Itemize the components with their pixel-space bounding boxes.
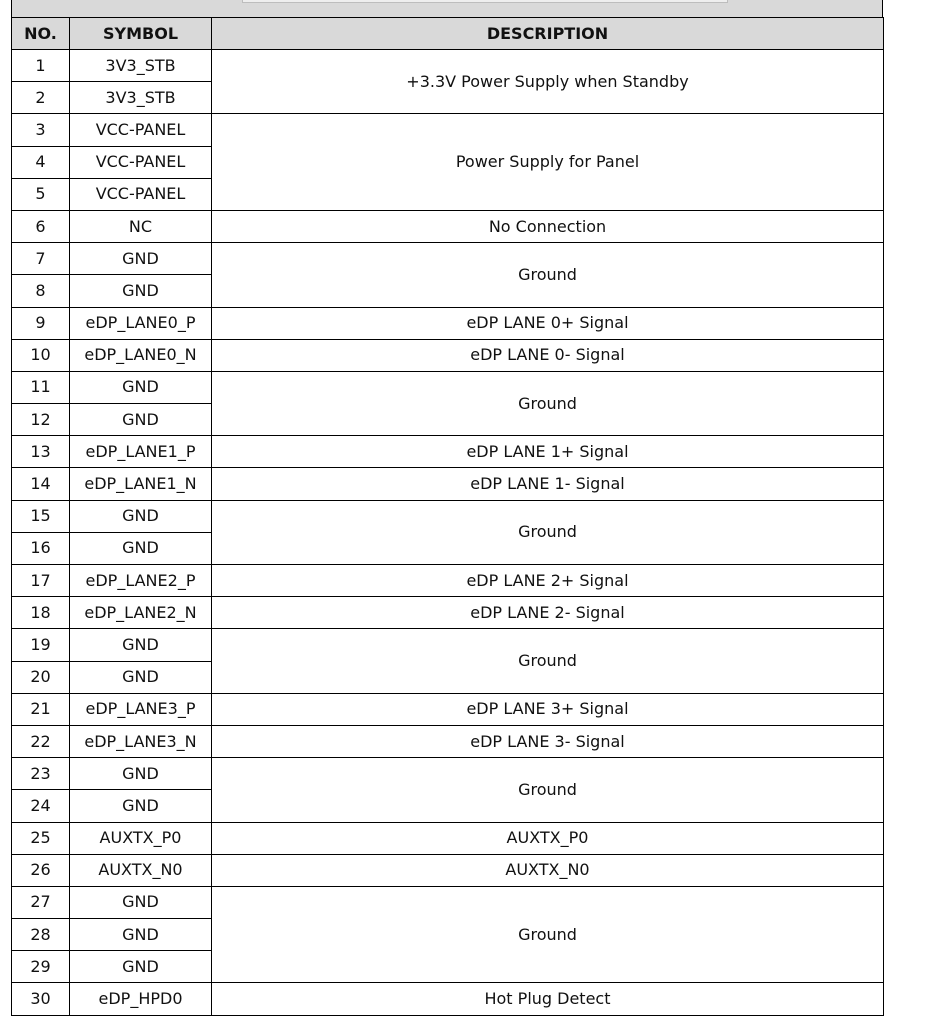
table-row xyxy=(12,886,884,918)
pin-symbol-cell: eDP_LANE0_P xyxy=(70,307,212,339)
pin-number-cell: 27 xyxy=(12,886,70,918)
pin-number-cell: 13 xyxy=(12,436,70,468)
pin-number-cell: 2 xyxy=(12,82,70,114)
pin-number-cell: 30 xyxy=(12,983,70,1015)
table-row xyxy=(12,243,884,275)
previous-table-fragment xyxy=(11,0,883,17)
table-row xyxy=(12,822,884,854)
pin-symbol-cell: GND xyxy=(70,275,212,307)
table-row xyxy=(12,629,884,661)
pin-description-cell: AUXTX_P0 xyxy=(212,822,884,854)
pin-symbol-cell: GND xyxy=(70,243,212,275)
pin-number-cell: 26 xyxy=(12,854,70,886)
previous-table-cell xyxy=(242,0,728,3)
pin-number-cell: 3 xyxy=(12,114,70,146)
pin-number-cell: 4 xyxy=(12,146,70,178)
pin-description-cell: AUXTX_N0 xyxy=(212,854,884,886)
table-row xyxy=(12,210,884,242)
table-row xyxy=(12,339,884,371)
table-row xyxy=(12,565,884,597)
pin-number-cell: 7 xyxy=(12,243,70,275)
table-row xyxy=(12,500,884,532)
table-row xyxy=(12,758,884,790)
pin-number-cell: 16 xyxy=(12,532,70,564)
pin-description-cell: eDP LANE 0- Signal xyxy=(212,339,884,371)
table-row xyxy=(12,436,884,468)
table-row xyxy=(12,114,884,146)
pin-number-cell: 11 xyxy=(12,371,70,403)
pin-symbol-cell: VCC-PANEL xyxy=(70,146,212,178)
pin-number-cell: 21 xyxy=(12,693,70,725)
pin-number-cell: 29 xyxy=(12,951,70,983)
pin-symbol-cell: eDP_LANE3_N xyxy=(70,725,212,757)
pin-symbol-cell: VCC-PANEL xyxy=(70,178,212,210)
pin-description-cell: eDP LANE 0+ Signal xyxy=(212,307,884,339)
pin-number-cell: 20 xyxy=(12,661,70,693)
pin-description-cell: No Connection xyxy=(212,210,884,242)
table-row xyxy=(12,725,884,757)
pin-symbol-cell: GND xyxy=(70,532,212,564)
pin-symbol-cell: eDP_HPD0 xyxy=(70,983,212,1015)
pin-description-cell: Ground xyxy=(212,500,884,564)
pin-symbol-cell: eDP_LANE1_P xyxy=(70,436,212,468)
table-header-row xyxy=(12,18,884,50)
pin-number-cell: 17 xyxy=(12,565,70,597)
pin-description-cell: Hot Plug Detect xyxy=(212,983,884,1015)
pin-description-cell: Ground xyxy=(212,629,884,693)
pin-number-cell: 24 xyxy=(12,790,70,822)
pin-description-cell: eDP LANE 3+ Signal xyxy=(212,693,884,725)
pin-number-cell: 23 xyxy=(12,758,70,790)
pin-description-cell: Ground xyxy=(212,886,884,983)
pin-symbol-cell: GND xyxy=(70,886,212,918)
pin-definition-table xyxy=(11,17,884,1016)
pin-description-cell: +3.3V Power Supply when Standby xyxy=(212,50,884,114)
table-row xyxy=(12,597,884,629)
pin-description-cell: Power Supply for Panel xyxy=(212,114,884,211)
pin-symbol-cell: GND xyxy=(70,661,212,693)
pin-description-cell: eDP LANE 1- Signal xyxy=(212,468,884,500)
header-description: DESCRIPTION xyxy=(212,18,884,50)
header-no: NO. xyxy=(12,18,70,50)
table-row xyxy=(12,50,884,82)
pin-description-cell: eDP LANE 1+ Signal xyxy=(212,436,884,468)
pin-number-cell: 28 xyxy=(12,919,70,951)
pin-number-cell: 12 xyxy=(12,404,70,436)
pin-symbol-cell: GND xyxy=(70,758,212,790)
pin-symbol-cell: GND xyxy=(70,790,212,822)
pin-symbol-cell: NC xyxy=(70,210,212,242)
pin-symbol-cell: GND xyxy=(70,951,212,983)
pin-description-cell: eDP LANE 2- Signal xyxy=(212,597,884,629)
table-row xyxy=(12,468,884,500)
pin-description-cell: eDP LANE 2+ Signal xyxy=(212,565,884,597)
table-row xyxy=(12,371,884,403)
table-body xyxy=(12,50,884,1016)
pin-symbol-cell: eDP_LANE2_P xyxy=(70,565,212,597)
pin-number-cell: 8 xyxy=(12,275,70,307)
pin-description-cell: Ground xyxy=(212,371,884,435)
pin-description-cell: eDP LANE 3- Signal xyxy=(212,725,884,757)
pin-number-cell: 5 xyxy=(12,178,70,210)
pin-symbol-cell: eDP_LANE3_P xyxy=(70,693,212,725)
pin-number-cell: 10 xyxy=(12,339,70,371)
pin-symbol-cell: GND xyxy=(70,629,212,661)
header-symbol: SYMBOL xyxy=(70,18,212,50)
pin-number-cell: 6 xyxy=(12,210,70,242)
pin-symbol-cell: AUXTX_P0 xyxy=(70,822,212,854)
pin-symbol-cell: GND xyxy=(70,500,212,532)
pin-number-cell: 25 xyxy=(12,822,70,854)
pin-symbol-cell: GND xyxy=(70,404,212,436)
pin-number-cell: 14 xyxy=(12,468,70,500)
pin-description-cell: Ground xyxy=(212,243,884,307)
pin-symbol-cell: AUXTX_N0 xyxy=(70,854,212,886)
pin-description-cell: Ground xyxy=(212,758,884,822)
table-row xyxy=(12,307,884,339)
pin-symbol-cell: eDP_LANE1_N xyxy=(70,468,212,500)
pin-symbol-cell: eDP_LANE0_N xyxy=(70,339,212,371)
pin-number-cell: 1 xyxy=(12,50,70,82)
table-row xyxy=(12,854,884,886)
pin-symbol-cell: GND xyxy=(70,371,212,403)
pin-symbol-cell: GND xyxy=(70,919,212,951)
pin-number-cell: 15 xyxy=(12,500,70,532)
pin-symbol-cell: 3V3_STB xyxy=(70,82,212,114)
pin-number-cell: 9 xyxy=(12,307,70,339)
pin-symbol-cell: VCC-PANEL xyxy=(70,114,212,146)
pin-number-cell: 19 xyxy=(12,629,70,661)
pin-symbol-cell: eDP_LANE2_N xyxy=(70,597,212,629)
table-row xyxy=(12,983,884,1015)
pin-number-cell: 18 xyxy=(12,597,70,629)
pin-number-cell: 22 xyxy=(12,725,70,757)
pin-symbol-cell: 3V3_STB xyxy=(70,50,212,82)
table-row xyxy=(12,693,884,725)
